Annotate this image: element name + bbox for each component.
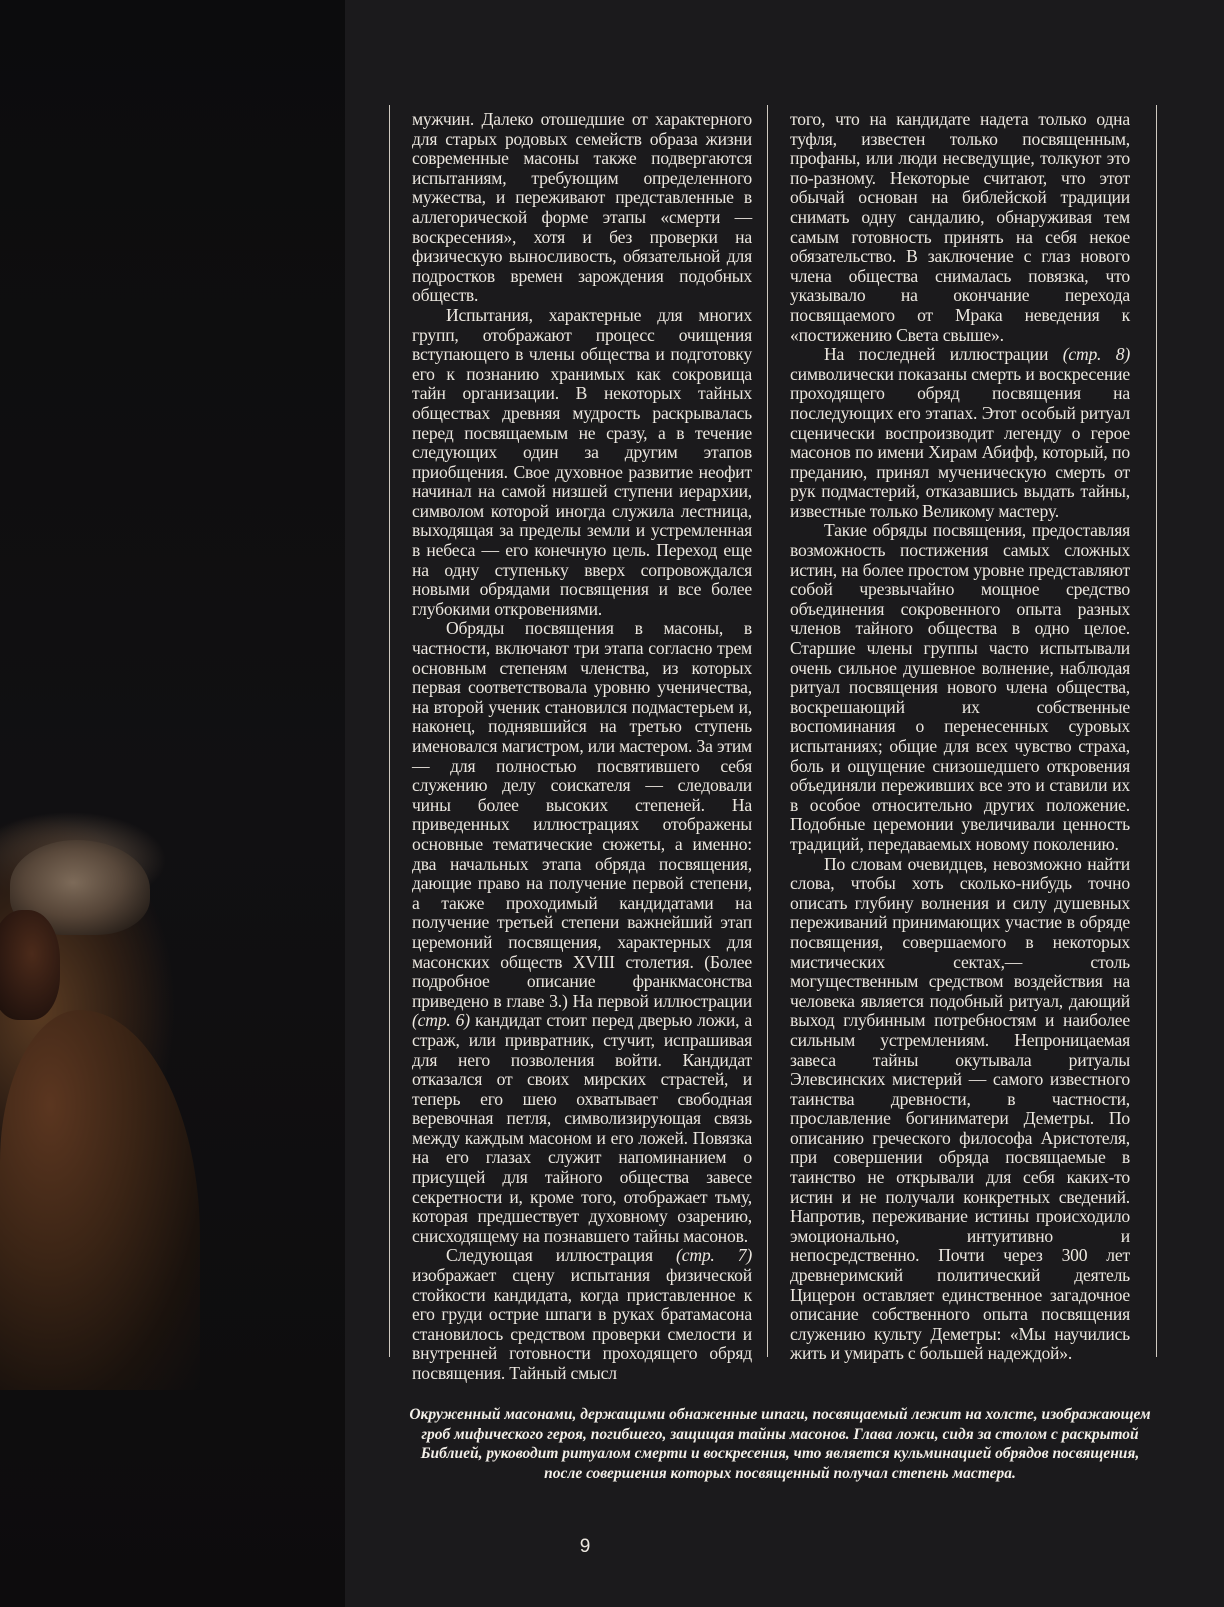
column-rule-right [1156, 105, 1157, 1357]
paragraph [412, 619, 752, 1246]
paragraph-text: символически показаны смерть и воскресение проходящего обряд посвящения на последующих его этапах. Этот особый ритуал сценически воспроизводит легенду о герое масонов по имени Хирам Абифф, который, по преданию, принял мученическую смерть от рук подмастерий, отказавшись выдать тайны, известные только Великому мастеру. [790, 363, 1130, 521]
paragraph: того, что на кандидате надета только одна туфля, известен только посвященным, профаны, или люди несведущие, толкуют это по-разному. Некоторые считают, что этот обычай основан на библейской традиции снимать одну сандалию, обнаруживая тем самым готовность принять на себя некое обязательство. В заключение с глаз нового члена общества снималась повязка, что указывало на окончание перехода посвящаемого от Мрака неведения к «постижению Света свыше». [790, 109, 1130, 345]
paragraph: Испытания, характерные для многих групп, отображают процесс очищения вступающего в члены общества и подготовку его к познанию хранимых как сокровища тайн организации. В некоторых тайных обществах древняя мудрость раскрывалась перед посвящаемым не сразу, а в течение следующих один за другим этапов приобщения. Свое духовное развитие неофит начинал на самой низшей ступени иерархии, символом которой иногда служила лестница, выходящая за пределы земли и устремленная в небеса — его конечную цель. Переход еще на одну ступеньку вверх сопровождался новыми обрядами посвящения и все более глубокими откровениями. [412, 304, 752, 619]
text-column-2 [790, 110, 1130, 1364]
page-reference: (стр. 8) [1062, 344, 1130, 365]
page-number: 9 [579, 1536, 591, 1557]
paragraph: мужчин. Далеко отошедшие от характерного для старых родовых семейств образа жизни современные масоны также подвергаются испытаниям, требующим определенного мужества, и переживают представленные в аллегорической форме этапы «смерти — воскресения», хотя и без проверки на физическую выносливость, обязательной для подростков времен зарождения подобных обществ. [412, 109, 752, 306]
column-rule-middle [767, 105, 768, 1357]
page-reference: (стр. 6) [412, 1010, 470, 1031]
paragraph-text: Обряды посвящения в масоны, в частности, включают три этапа согласно трем основным степеням членства, из которых первая соответствовала уровню ученичества, на второй ученик становился подмастерьем и, наконец, поднявшийся на третью ступень именовался магистром, или мастером. За этим — для полностью посвятившего себя служению делу соискателя — следовали чины более высоких степеней. На приведенных иллюстрациях отображены основные тематические сюжеты, а именно: два начальных этапа обряда посвящения, дающие право на получение первой степени, а также проходимый кандидатами на получение третьей степени важнейший этап церемоний посвящения, характерных для масонских обществ XVIII столетия. (Более подробное описание франкмасонства приведено в главе 3.) На первой иллюстрации [412, 618, 752, 1011]
paragraph [790, 345, 1130, 521]
illustration-caption: Окруженный масонами, держащими обнаженные шпаги, посвящаемый лежит на холсте, изображающем гроб мифического героя, погибшего, защищая тайны масонов. Глава ложи, сидя за столом с раскрытой Библией, руководит ритуалом смерти и воскресения, что является кульминацией обрядов посвящения, после совершения которых посвященный получал степень мастера. [409, 1406, 1151, 1482]
paragraph: По словам очевидцев, невозможно найти слова, чтобы хоть сколько-нибудь точно описать глубину волнения и силу душевных переживаний принимающих участие в обряде посвящения, совершаемого в некоторых мистических сектах,— столь могущественным средством воздействия на человека является подобный ритуал, дающий выход глубинным потребностям и наиболее сильным устремлениям. Непроницаемая завеса тайны окутывала ритуалы Элевсинских мистерий — самого известного таинства древности, в частности, прославление богиниматери Деметры. По описанию греческого философа Аристотеля, при совершении обряда посвящаемые в таинство не открывали для себя каких-то истин и не получали конкретных сведений. Напротив, переживание истины происходило эмоционально, интуитивно и непосредственно. Почти через 300 лет древнеримский политический деятель Цицерон оставляет единственное загадочное описание собственного опыта посвящения служению культу Деметры: «Мы научились жить и умирать с большей надеждой». [790, 853, 1130, 1364]
text-column-1 [412, 110, 752, 1384]
paragraph-text: На последней иллюстрации [824, 344, 1049, 365]
page-reference: (стр. 7) [676, 1245, 752, 1266]
paragraph-text: Следующая иллюстрация [446, 1245, 653, 1266]
figure-body [0, 1010, 200, 1390]
figure-head [0, 910, 60, 1020]
paragraph-text: кандидат стоит перед дверью ложи, а страж, или привратник, стучит, испрашивая для него позволения войти. Кандидат отказался от своих мирских страстей, и теперь его шею охватывает свободная веревочная петля, символизирующая связь между каждым масоном и его ложей. Повязка на его глазах служит напоминанием о присущей для тайного общества завесе секретности и, кроме того, отображает тьму, которая предшествует духовному озарению, снисходящему на познавшего тайны масонов. [412, 1010, 752, 1246]
painting-fragment [0, 0, 345, 1607]
paragraph: Такие обряды посвящения, предоставляя возможность постижения самых сложных истин, на более простом уровне представляют собой чрезвычайно мощное средство объединения сокровенного опыта разных членов тайного общества в одно целое. Старшие члены группы часто испытывали очень сильное душевное волнение, наблюдая ритуал посвящения нового члена общества, воскрешающий их собственные воспоминания о перенесенных суровых испытаниях; общие для всех чувство страха, боль и ощущение снизошедшего откровения объединяли переживших все это и ставили их в особое относительно других положение. Подобные церемонии увеличивали ценность традиций, передаваемых новому поколению. [790, 520, 1130, 854]
paragraph-text: изображает сцену испытания физической стойкости кандидата, когда приставленное к его груди острие шпаги в руках братамасона становилось средством проверки смелости и внутренней готовности проходящего обряд посвящения. Тайный смысл [412, 1265, 752, 1383]
column-rule-left [389, 105, 390, 1357]
paragraph [412, 1246, 752, 1383]
